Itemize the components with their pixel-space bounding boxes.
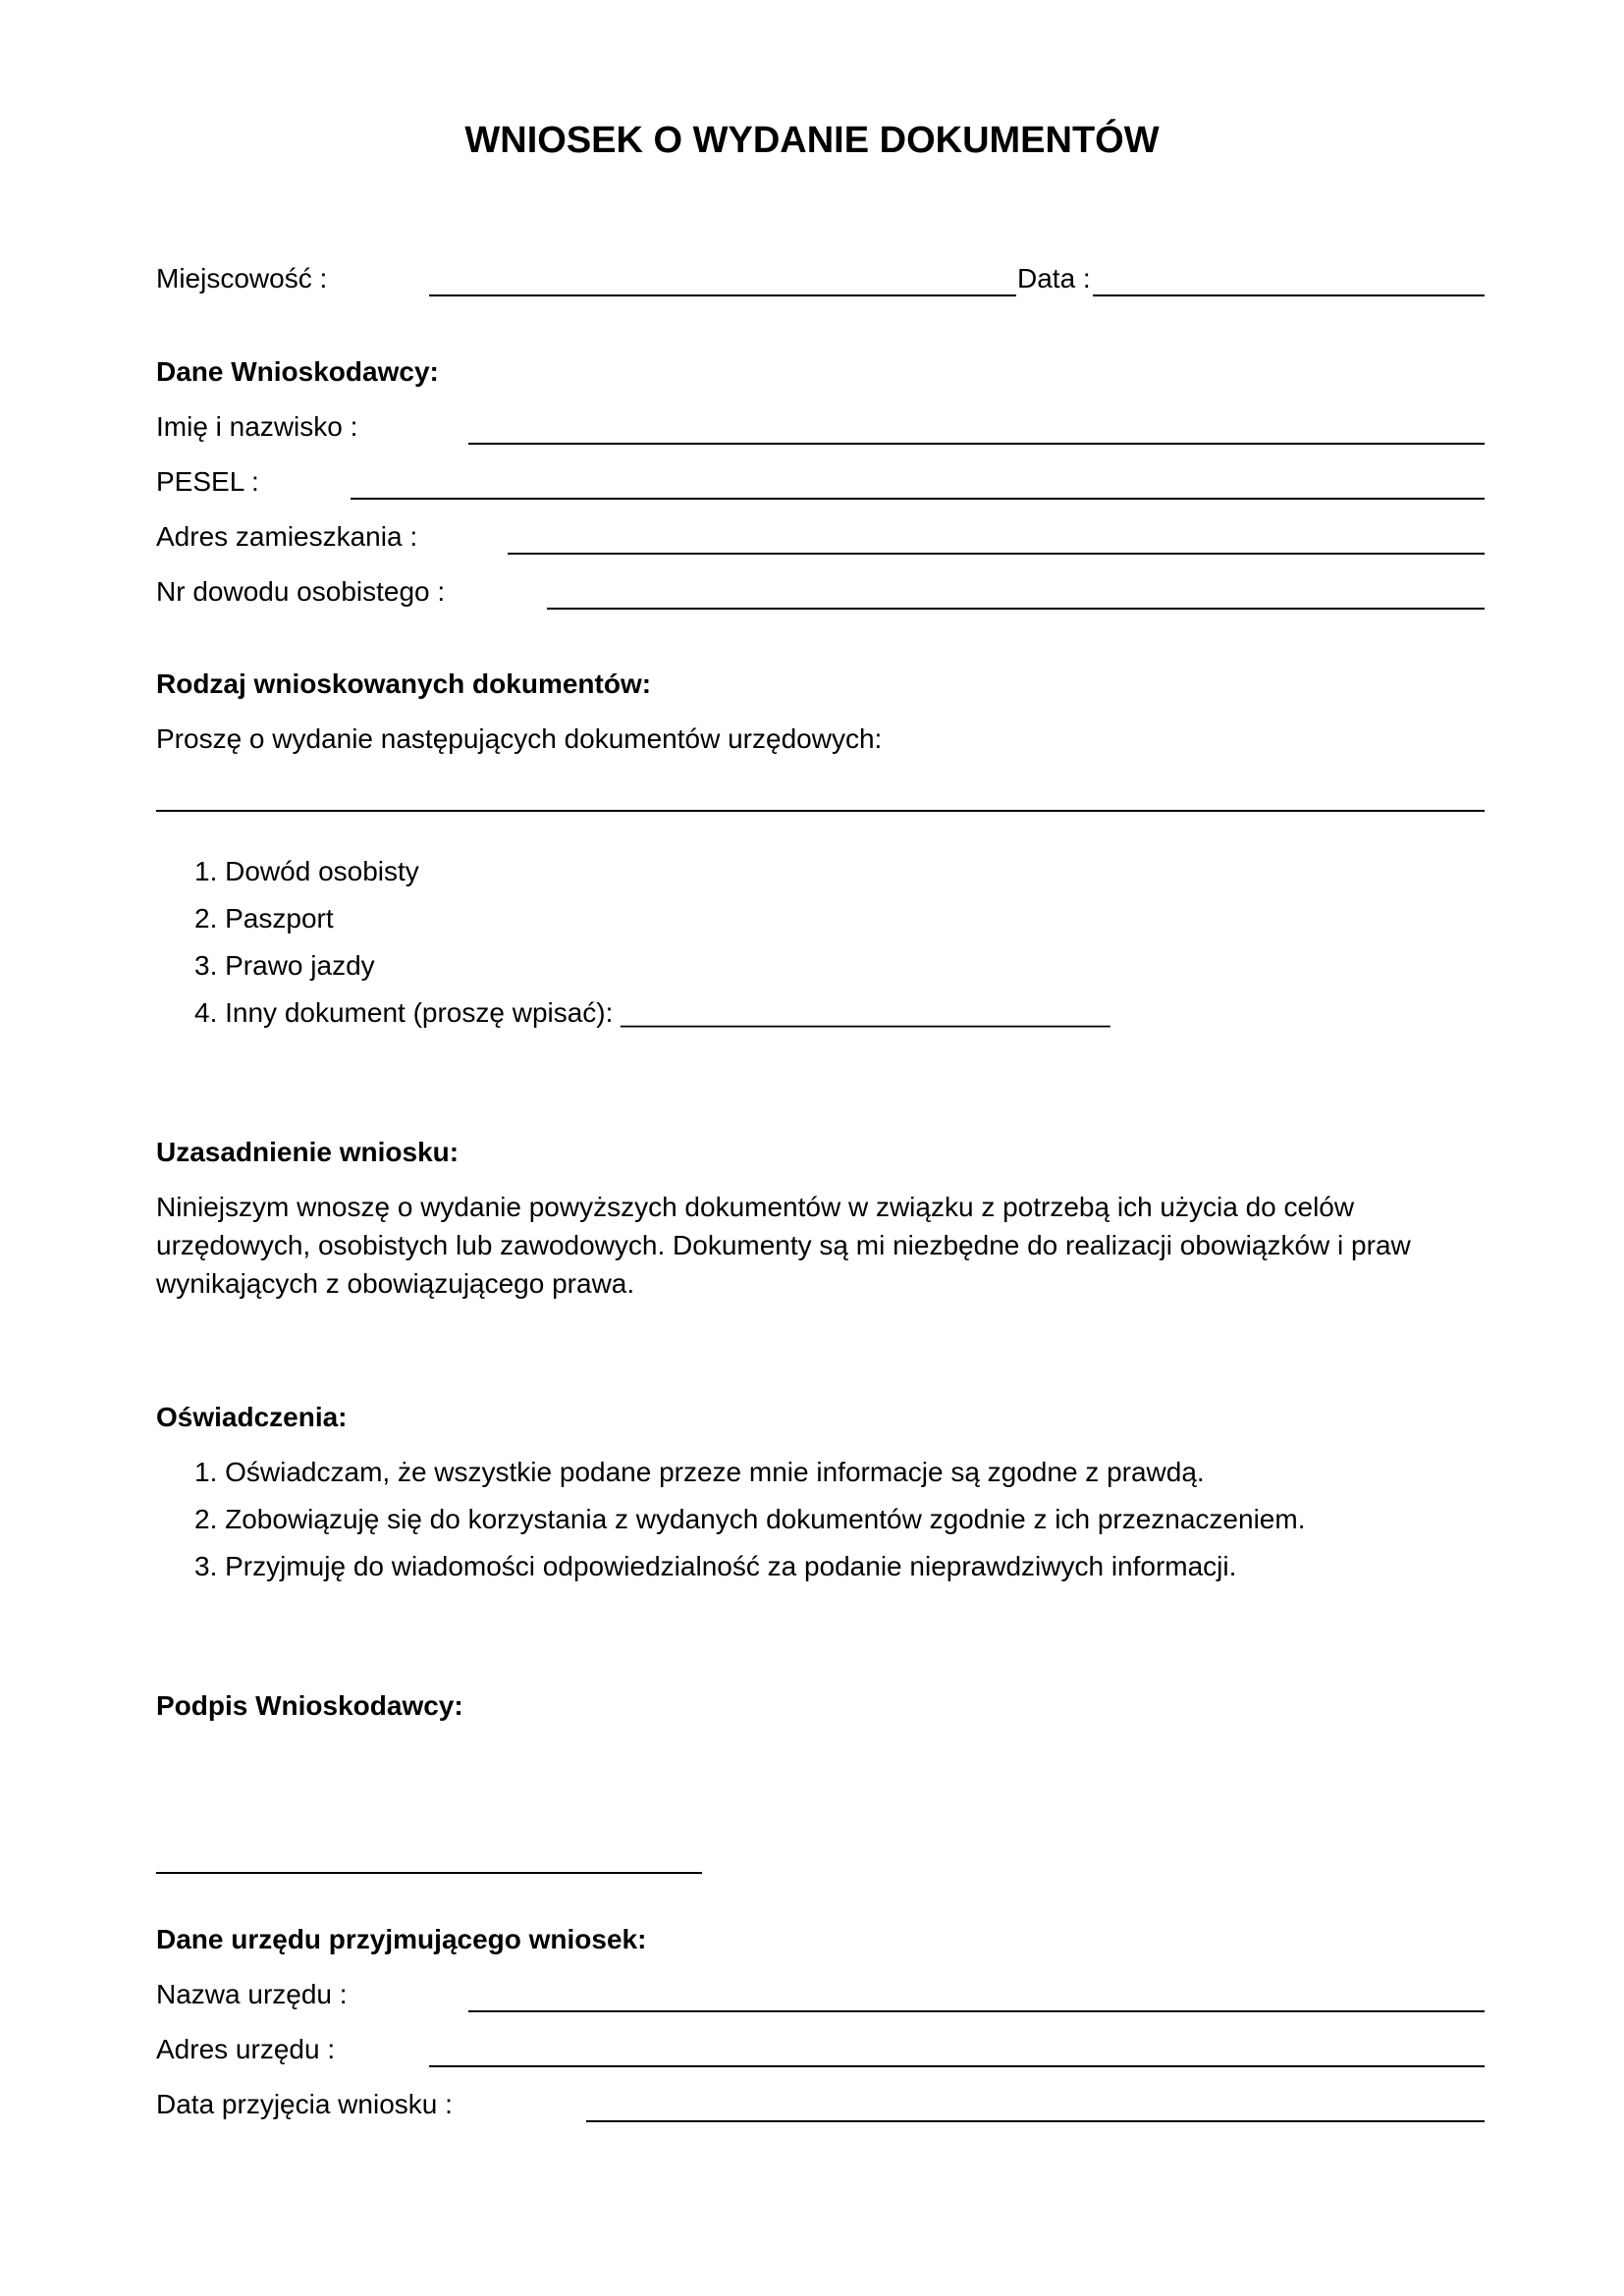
office-address-label: Adres urzędu : [156,2034,336,2064]
document-item: 3. Prawo jazdy [194,950,375,981]
address-field[interactable] [508,553,1485,555]
declaration-item: 1. Oświadczam, że wszystkie podane przeze mnie informacje są zgodne z prawdą. [194,1457,1205,1487]
date-field[interactable] [1093,294,1485,296]
office-name-field[interactable] [468,2010,1485,2012]
justification-line: urzędowych, osobistych lub zawodowych. Dokumenty są mi niezbędne do realizacji obowiązków i praw [156,1230,1411,1260]
document-item: 1. Dowód osobisty [194,856,419,886]
place-label: Miejscowość : [156,263,328,294]
pesel-label: PESEL : [156,466,259,497]
address-label: Adres zamieszkania : [156,521,418,552]
date-label: Data : [1017,263,1091,294]
office-name-label: Nazwa urzędu : [156,1979,348,2009]
pesel-field[interactable] [351,498,1485,500]
documents-free-field[interactable] [156,810,1485,812]
document-item-other[interactable]: 4. Inny dokument (proszę wpisać): ________________________________ [194,997,1110,1028]
name-label: Imię i nazwisko : [156,411,358,442]
office-address-field[interactable] [429,2065,1485,2067]
justification-line: wynikających z obowiązującego prawa. [156,1268,635,1299]
name-field[interactable] [468,443,1485,445]
signature-heading: Podpis Wnioskodawcy: [156,1690,463,1721]
declaration-item: 3. Przyjmuję do wiadomości odpowiedzialność za podanie nieprawdziwych informacji. [194,1551,1237,1581]
document-title: WNIOSEK O WYDANIE DOKUMENTÓW [464,120,1160,161]
applicant-heading: Dane Wnioskodawcy: [156,356,439,387]
declaration-item: 2. Zobowiązuję się do korzystania z wydanych dokumentów zgodnie z ich przeznaczeniem. [194,1504,1306,1534]
id-number-label: Nr dowodu osobistego : [156,576,446,607]
acceptance-date-field[interactable] [586,2120,1485,2122]
documents-intro: Proszę o wydanie następujących dokumentów urzędowych: [156,723,883,754]
place-field[interactable] [429,294,1016,296]
document-item: 2. Paszport [194,903,334,934]
documents-heading: Rodzaj wnioskowanych dokumentów: [156,668,652,699]
justification-heading: Uzasadnienie wniosku: [156,1137,460,1167]
acceptance-date-label: Data przyjęcia wniosku : [156,2089,453,2119]
office-heading: Dane urzędu przyjmującego wniosek: [156,1924,647,1954]
id-number-field[interactable] [547,608,1485,610]
signature-field[interactable] [156,1872,702,1874]
justification-line: Niniejszym wnoszę o wydanie powyższych dokumentów w związku z potrzebą ich użycia do celów [156,1192,1355,1222]
declarations-heading: Oświadczenia: [156,1402,348,1432]
